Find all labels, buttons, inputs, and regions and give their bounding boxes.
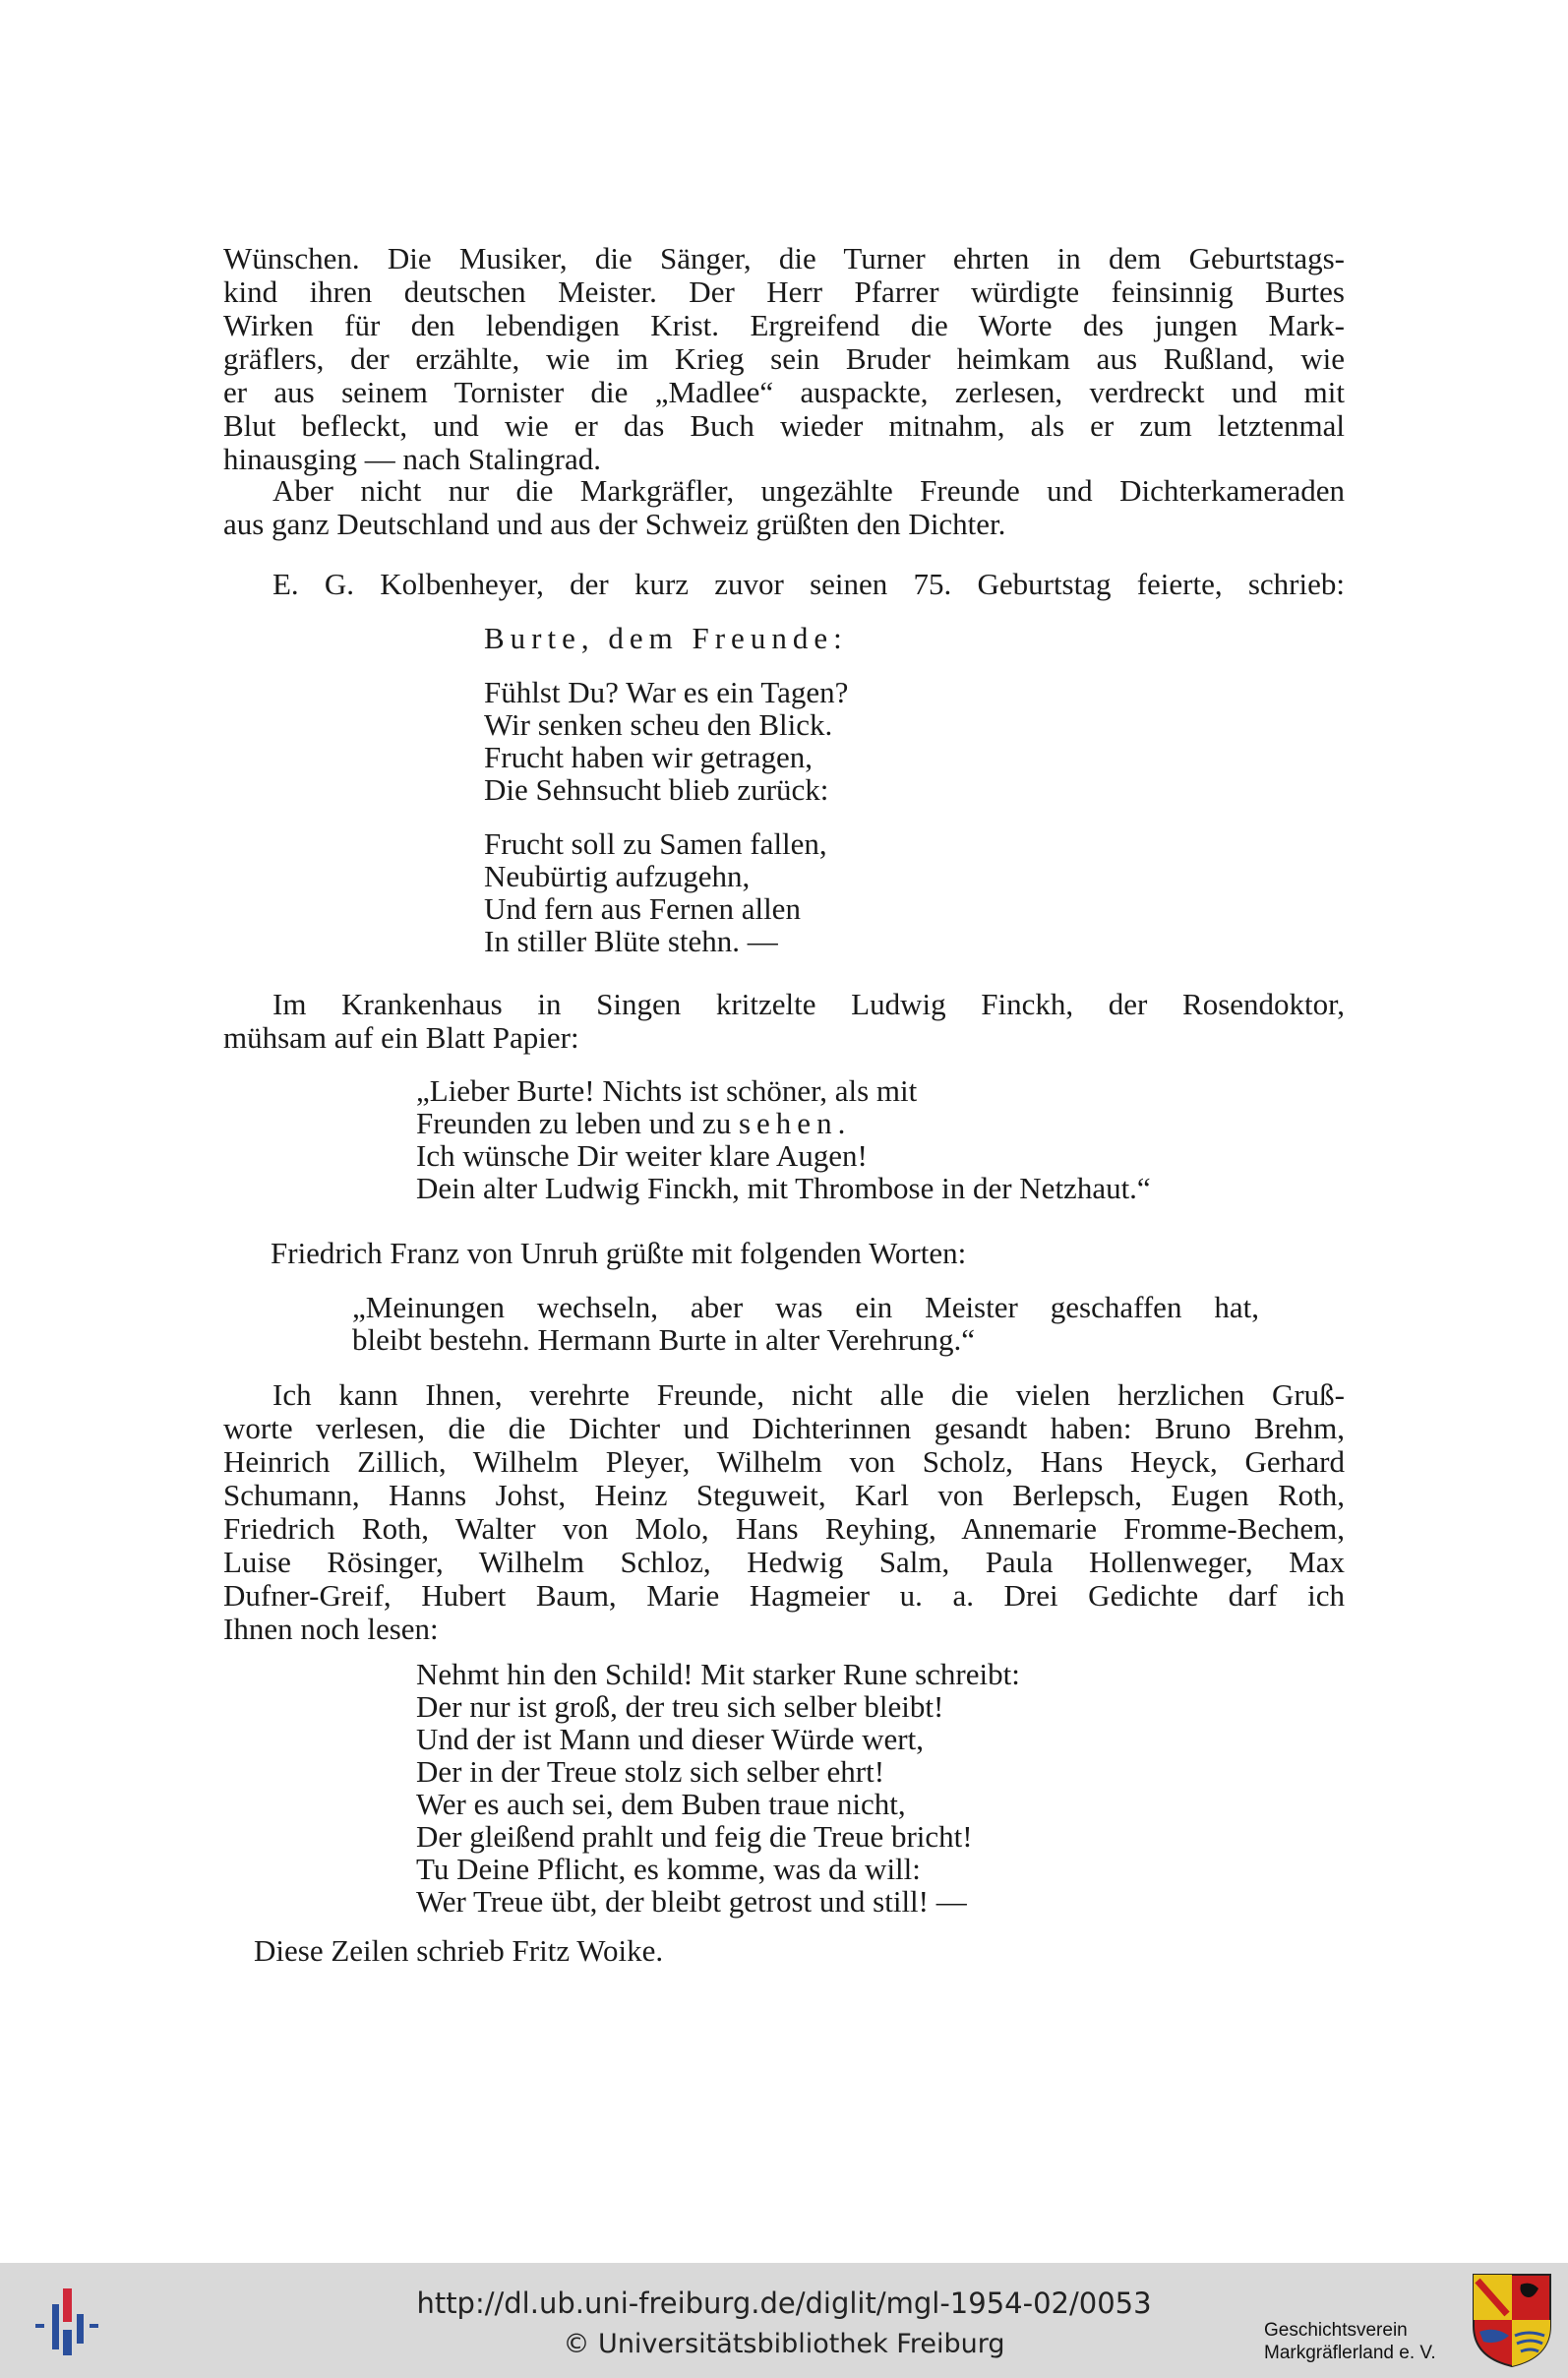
poem-line: In stiller Blüte stehn. —	[484, 924, 778, 958]
closing-line: Diese Zeilen schrieb Fritz Woike.	[254, 1933, 664, 1968]
society-line: Geschichtsverein	[1264, 2320, 1408, 2341]
poem-line: Frucht soll zu Samen fallen,	[484, 826, 827, 861]
text-line: Dufner-Greif, Hubert Baum, Marie Hagmeier u. a. Drei Gedichte darf ich	[223, 1578, 1345, 1613]
quote-line: Dein alter Ludwig Finckh, mit Thrombose in der Netzhaut.“	[416, 1171, 1151, 1205]
text-line: kind ihren deutschen Meister. Der Herr Pfarrer würdigte feinsinnig Burtes	[223, 274, 1345, 309]
text-line: Wünschen. Die Musiker, die Sänger, die Turner ehrten in dem Geburtstags-	[223, 241, 1345, 275]
text-line: Luise Rösinger, Wilhelm Schloz, Hedwig Salm, Paula Hollenweger, Max	[223, 1545, 1345, 1579]
text-line: hinausging — nach Stalingrad.	[223, 442, 601, 476]
text-line: Aber nicht nur die Markgräfler, ungezählte Freunde und Dichterkameraden	[272, 473, 1345, 508]
coat-of-arms-icon[interactable]	[1470, 2271, 1554, 2369]
quote-line: bleibt bestehn. Hermann Burte in alter Verehrung.“	[352, 1322, 976, 1357]
text-line: mühsam auf ein Blatt Papier:	[223, 1020, 579, 1055]
poem1-heading: Burte, dem Freunde:	[484, 621, 848, 655]
society-line: Markgräflerland e. V.	[1264, 2343, 1436, 2363]
poem-line: Wir senken scheu den Blick.	[484, 707, 833, 742]
text-line: Ich kann Ihnen, verehrte Freunde, nicht alle die vielen herzlichen Gruß-	[272, 1377, 1345, 1412]
poem-line: Tu Deine Pflicht, es komme, was da will:	[416, 1852, 921, 1886]
quote-line: „Meinungen wechseln, aber was ein Meister geschaffen hat,	[352, 1290, 1259, 1324]
source-url-link[interactable]: http://dl.ub.uni-freiburg.de/diglit/mgl-1954-02/0053	[416, 2287, 1152, 2320]
kolbenheyer-intro: E. G. Kolbenheyer, der kurz zuvor seinen 75. Geburtstag feierte, schrieb:	[272, 567, 1345, 601]
poem-line: Der gleißend prahlt und feig die Treue bricht!	[416, 1819, 973, 1854]
text-line: Im Krankenhaus in Singen kritzelte Ludwig Finckh, der Rosendoktor,	[272, 987, 1345, 1021]
text-line: worte verlesen, die die Dichter und Dichterinnen gesandt haben: Bruno Brehm,	[223, 1411, 1345, 1445]
footer-bar	[0, 2263, 1568, 2378]
society-name[interactable]	[1264, 2319, 1471, 2364]
text-line: Friedrich Roth, Walter von Molo, Hans Reyhing, Annemarie Fromme-Bechem,	[223, 1511, 1345, 1546]
poem-line: Frucht haben wir getragen,	[484, 740, 813, 774]
poem-line: Wer es auch sei, dem Buben traue nicht,	[416, 1787, 906, 1821]
quote-text: .	[837, 1106, 846, 1140]
text-line: aus ganz Deutschland und aus der Schweiz grüßten den Dichter.	[223, 507, 1006, 541]
quote-text: Freunden zu leben und zu	[416, 1106, 739, 1140]
poem-line: Nehmt hin den Schild! Mit starker Rune schreibt:	[416, 1657, 1020, 1691]
text-line: Blut befleckt, und wie er das Buch wieder mitnahm, als er zum letztenmal	[223, 408, 1345, 443]
text-line: gräflers, der erzählte, wie im Krieg sein Bruder heimkam aus Rußland, wie	[223, 341, 1345, 376]
poem-line: Die Sehnsucht blieb zurück:	[484, 772, 829, 807]
text-line: er aus seinem Tornister die „Madlee“ auspackte, zerlesen, verdreckt und mit	[223, 375, 1345, 409]
poem-line: Neubürtig aufzugehn,	[484, 859, 751, 893]
poem-line: Fühlst Du? War es ein Tagen?	[484, 675, 849, 709]
spaced-word: sehen	[738, 1106, 838, 1140]
text-line: Ihnen noch lesen:	[223, 1612, 439, 1646]
unruh-intro: Friedrich Franz von Unruh grüßte mit folgenden Worten:	[271, 1236, 967, 1270]
poem-line: Der nur ist groß, der treu sich selber bleibt!	[416, 1689, 944, 1724]
poem-line: Und der ist Mann und dieser Würde wert,	[416, 1722, 924, 1756]
poem-line: Der in der Treue stolz sich selber ehrt!	[416, 1754, 885, 1789]
poem-line: Und fern aus Fernen allen	[484, 891, 801, 926]
poem-line: Wer Treue übt, der bleibt getrost und still! —	[416, 1884, 967, 1919]
text-line: Schumann, Hanns Johst, Heinz Steguweit, Karl von Berlepsch, Eugen Roth,	[223, 1478, 1345, 1512]
text-line: Wirken für den lebendigen Krist. Ergreifend die Worte des jungen Mark-	[223, 308, 1345, 342]
quote-line: „Lieber Burte! Nichts ist schöner, als mit	[416, 1073, 918, 1108]
copyright-text: © Universitätsbibliothek Freiburg	[563, 2329, 1005, 2359]
quote-line	[416, 1107, 845, 1140]
quote-line: Ich wünsche Dir weiter klare Augen!	[416, 1138, 868, 1173]
text-line: Heinrich Zillich, Wilhelm Pleyer, Wilhelm von Scholz, Hans Heyck, Gerhard	[223, 1444, 1345, 1479]
